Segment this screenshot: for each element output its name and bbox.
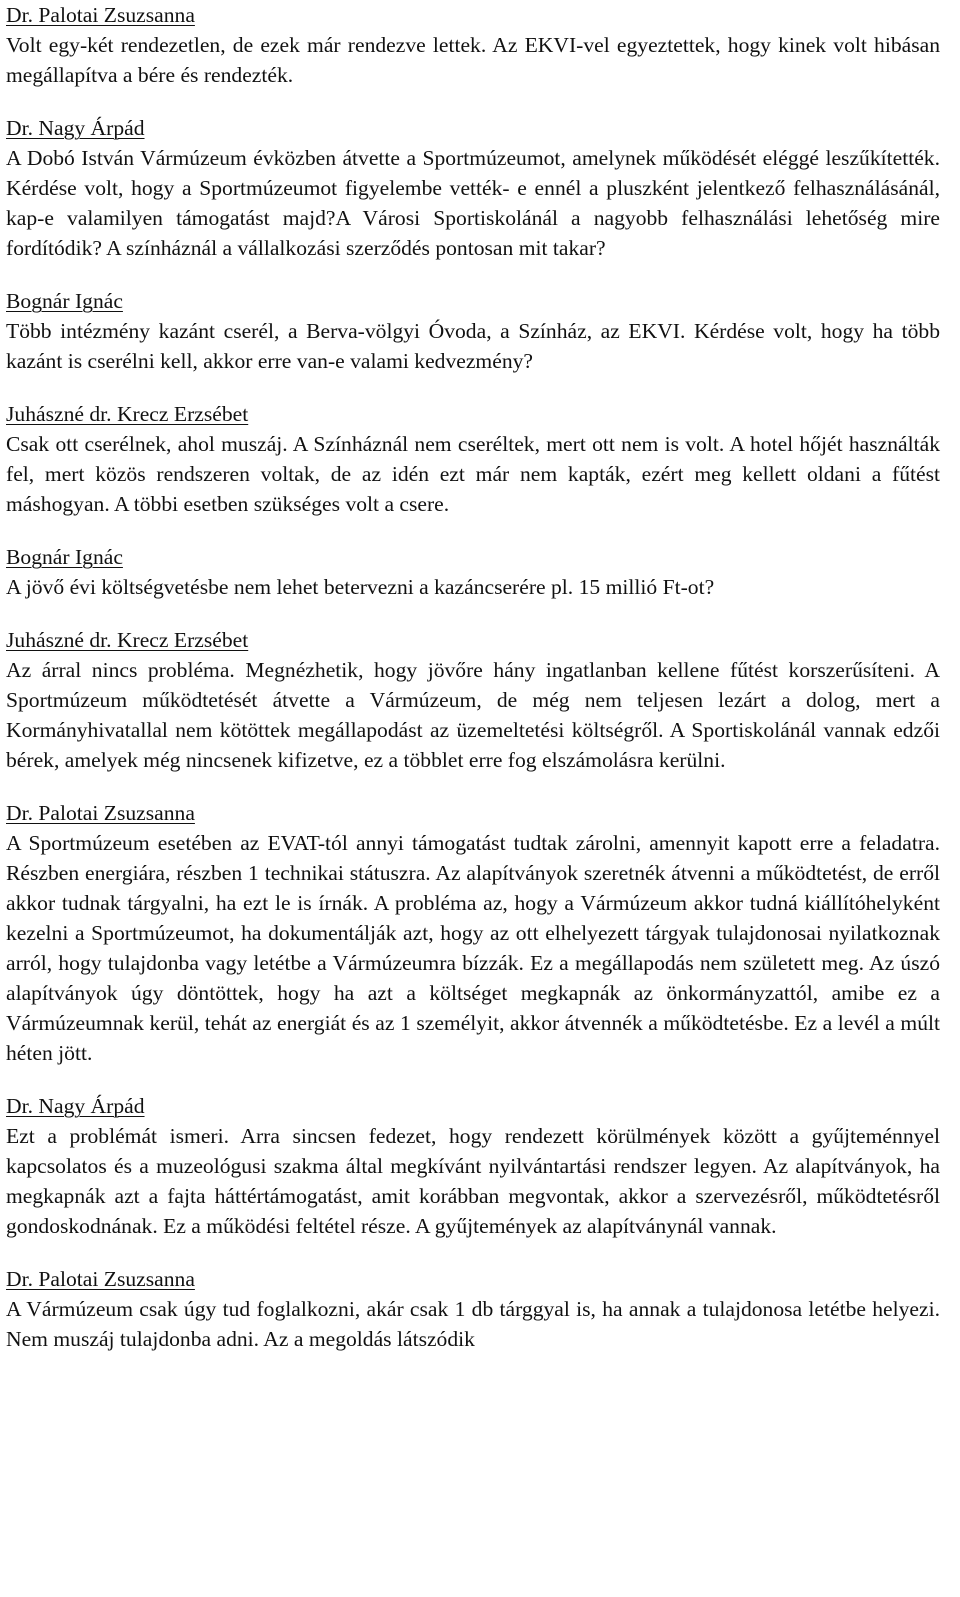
speaker-name: Dr. Palotai Zsuzsanna [6,801,195,825]
speech-text: Csak ott cserélnek, ahol muszáj. A Színháznál nem cseréltek, mert ott nem is volt. A hotel hőjét használták fel, mert közös rendszeren voltak, de az idén ezt már nem kapták, ezért meg kellett oldani a fűtést máshogyan. A többi esetben szükséges volt a csere. [6,432,940,516]
speaker-name: Bognár Ignác [6,545,123,569]
entry-palotai-2 [6,798,940,1068]
speech-text: A Dobó István Vármúzeum évközben átvette a Sportmúzeumot, amelynek működését eléggé leszűkítették. Kérdése volt, hogy a Sportmúzeumot figyelembe vették- e ennél a pluszként jelentkező felhasználásánál, kap-e valamilyen támogatást majd?A Városi Sportiskolánál a nagyobb felhasználási lehetőség mire fordítódik? A színháznál a vállalkozási szerződés pontosan mit takar? [6,146,940,260]
speech-text: Ezt a problémát ismeri. Arra sincsen fedezet, hogy rendezett körülmények között a gyűjteménnyel kapcsolatos és a muzeológusi szakma által megkívánt nyilvántartási rendszer legyen. Az alapítványok, ha megkapnák azt a fajta háttértámogatást, amit korábban megvontak, akkor a szervezésről, működtetésről gondoskodnának. Ez a működési feltétel része. A gyűjtemények az alapítványnál vannak. [6,1124,940,1238]
entry-bognar-1 [6,286,940,376]
speaker-name: Juhászné dr. Krecz Erzsébet [6,628,249,652]
entry-palotai-3 [6,1264,940,1354]
entry-palotai-1 [6,0,940,90]
speaker-name: Dr. Nagy Árpád [6,1094,145,1118]
speech-text: Az árral nincs probléma. Megnézhetik, hogy jövőre hány ingatlanban kellene fűtést korszerűsíteni. A Sportmúzeum működtetését átvette a Vármúzeum, de még nem teljesen lezárt a dolog, mert a Kormányhivatallal nem kötöttek megállapodást az üzemeltetési költségről. A Sportiskolánál vannak edzői bérek, amelyek még nincsenek kifizetve, ez a többlet erre fog elszámolásra kerülni. [6,658,940,772]
entry-juhaszne-1 [6,399,940,519]
speech-text: Volt egy-két rendezetlen, de ezek már rendezve lettek. Az EKVI-vel egyeztettek, hogy kinek volt hibásan megállapítva a bére és rendezték. [6,33,940,87]
speaker-name: Dr. Palotai Zsuzsanna [6,1267,195,1291]
entry-juhaszne-2 [6,625,940,775]
speaker-name: Dr. Palotai Zsuzsanna [6,3,195,27]
entry-bognar-2 [6,542,940,602]
entry-nagy-2 [6,1091,940,1241]
speech-text: A Sportmúzeum esetében az EVAT-tól annyi támogatást tudtak zárolni, amennyit kapott erre a feladatra. Részben energiára, részben 1 technikai státuszra. Az alapítványok szeretnék átvenni a működtetést, de erről akkor tudnak tárgyalni, ha ezt le is írnák. A probléma az, hogy a Vármúzeum akkor tudná kiállítóhelyként kezelni a Sportmúzeumot, ha dokumentálják azt, hogy az ott elhelyezett tárgyak tulajdonosai nyilatkoznak arról, hogy tulajdonba vagy letétbe a Vármúzeumra bízzák. Ez a megállapodás nem született meg. Az úszó alapítványok úgy döntöttek, hogy ha azt a költséget megkapnák az önkormányzattól, amibe ez a Vármúzeumnak kerül, tehát az energiát és az 1 személyit, akkor átvennék a működtetésbe. Ez a levél a múlt héten jött. [6,831,940,1065]
speaker-name: Juhászné dr. Krecz Erzsébet [6,402,249,426]
speaker-name: Dr. Nagy Árpád [6,116,145,140]
speech-text: Több intézmény kazánt cserél, a Berva-völgyi Óvoda, a Színház, az EKVI. Kérdése volt, hogy ha több kazánt is cserélni kell, akkor erre van-e valami kedvezmény? [6,319,940,373]
speaker-name: Bognár Ignác [6,289,123,313]
entry-nagy-1 [6,113,940,263]
speech-text: A Vármúzeum csak úgy tud foglalkozni, akár csak 1 db tárggyal is, ha annak a tulajdonosa letétbe helyezi. Nem muszáj tulajdonba adni. Az a megoldás látszódik [6,1297,940,1351]
speech-text: A jövő évi költségvetésbe nem lehet betervezni a kazáncserére pl. 15 millió Ft-ot? [6,575,715,599]
document-page [6,0,940,1377]
